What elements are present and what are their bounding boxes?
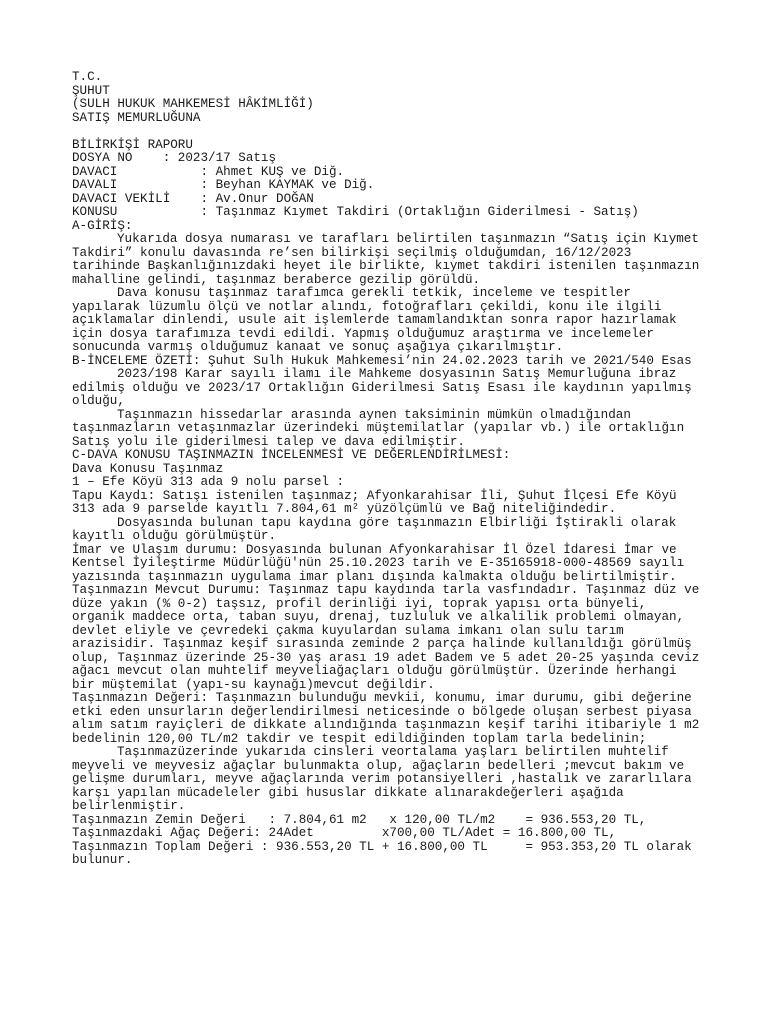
text-line: ağacı mevcut olan muhtelif meyveliağaçları olduğu görülmüştür. Üzerinde herhangi — [72, 664, 677, 678]
text-line: yapılarak lüzumlu ölçü ve notlar alındı, fotoğrafları çekildi, konu ile ilgili — [72, 299, 662, 314]
text-line: Satış yolu ile giderilmesi talep ve dava edilmiştir. — [72, 434, 465, 449]
text-line: 313 ada 9 parselde kayıtlı 7.804,61 m² yüzölçümlü ve Bağ niteliğindedir. — [72, 502, 617, 516]
land-value-line: Taşınmazın Zemin Değeri : 7.804,61 m2 x 120,00 TL/m2 = 936.553,20 TL, — [72, 812, 647, 827]
parcel-heading: 1 – Efe Köyü 313 ada 9 nolu parsel : — [72, 475, 345, 489]
subject: KONUSU : Taşınmaz Kıymet Takdiri (Ortaklığın Giderilmesi - Satış) — [72, 205, 639, 219]
text-line: gelişme durumları, meyve ağaçlarında verim potansiyelleri ,hastalık ve zararlılara — [72, 772, 692, 786]
defendant: DAVALI : Beyhan KAYMAK ve Diğ. — [72, 178, 375, 192]
file-number: DOSYA NO : 2023/17 Satış — [72, 151, 277, 165]
text-line: sonucunda varmış olduğumuz kanaat ve sonuç aşağıya çıkarılmıştır. — [72, 340, 564, 354]
text-line: tarihinde Başkanlığınızdaki heyet ile birlikte, kıymet takdiri istenilen taşınmazın — [72, 259, 700, 273]
header-line-office: SATIŞ MEMURLUĞUNA — [72, 110, 201, 125]
subsection-heading: Dava Konusu Taşınmaz — [72, 461, 224, 476]
report-title: BİLİRKİŞİ RAPORU — [72, 137, 193, 152]
text-line: bir müştemilat (yapı-su kaynağı)mevcut değildir. — [72, 677, 435, 692]
text-line: Tapu Kaydı: Satışı istenilen taşınmaz; Afyonkarahisar İli, Şuhut İlçesi Efe Köyü — [72, 488, 677, 503]
text-line: organik maddece orta, taban suyu, drenaj, tuzluluk ve alkalilik problemi olmayan, — [72, 610, 685, 624]
text-line: etki eden unsurların değerlendirilmesi neticesinde o bölgede oluşan serbest piyasa — [72, 704, 692, 719]
plaintiff: DAVACI : Ahmet KUŞ ve Diğ. — [72, 164, 345, 179]
text-line: 2023/198 Karar sayılı ilamı ile Mahkeme dosyasının Satış Memurluğuna ibraz — [117, 367, 677, 381]
text-line: olup, Taşınmaz üzerinde 25-30 yaş arası 19 adet Badem ve 5 adet 20-25 yaşında ceviz — [72, 650, 700, 665]
text-line: Taşınmazın hissedarlar arasında aynen taksiminin mümkün olmadığından — [117, 407, 631, 422]
text-line: Taşınmazın Mevcut Durumu: Taşınmaz tapu kaydında tarla vasfındadır. Taşınmaz düz ve — [72, 583, 700, 597]
text-line: edilmiş olduğu ve 2023/17 Ortaklığın Giderilmesi Satış Esası ile kaydının yapılmış — [72, 380, 692, 395]
section-a-heading: A-GİRİŞ: — [72, 218, 133, 233]
text-line: bulunur. — [72, 853, 133, 867]
text-line: devlet eliyle ve çevredeki çakma kuyulardan sulama imkanı olan sulu tarım — [72, 623, 624, 638]
text-line: taşınmazların vetaşınmazlar üzerindeki müştemilatlar (yapılar vb.) ile ortaklığın — [72, 421, 685, 435]
text-line: Dava konusu taşınmaz tarafımca gerekli tetkik, inceleme ve tespitler — [117, 286, 631, 300]
text-line: Taşınmazüzerinde yukarıda cinsleri veortalama yaşları belirtilen muhtelif — [117, 745, 669, 759]
spacer — [72, 125, 748, 139]
text-line: Taşınmazın Değeri: Taşınmazın bulunduğu mevkii, konumu, imar durumu, gibi değerine — [72, 691, 692, 705]
text-line: alım satım rayiçleri de dikkate alındığında taşınmazın keşif tarihi itibariyle 1 m2 — [72, 718, 700, 732]
text-line: Dosyasında bulunan tapu kaydına göre taşınmazın Elbirliği İştirakli olarak — [117, 515, 677, 530]
text-line: Yukarıda dosya numarası ve tarafları belirtilen taşınmazın “Satış için Kıymet — [117, 232, 699, 246]
header-line-court: (SULH HUKUK MAHKEMESİ HÂKİMLİĞİ) — [72, 97, 314, 111]
report-page — [72, 71, 748, 868]
text-line: için dosya tarafımıza tevdi edildi. Yapmış olduğumuz araştırma ve incelemeler — [72, 326, 654, 341]
text-line: karşı yapılan mücadeleler gibi hususlar dikkate alınarakdeğerleri aşağıda — [72, 785, 624, 800]
text-line: mahalline gelindi, taşınmaz beraberce gezilip görüldü. — [72, 272, 481, 287]
text-line: arazisidir. Taşınmaz keşif sırasında zeminde 2 parça halinde kullanıldığı görülmüş — [72, 637, 692, 651]
text-line: bedelinin 120,00 TL/m2 takdir ve tespit edildiğinden toplam tarla bedelinin; — [72, 731, 647, 746]
text-line: kayıtlı olduğu görülmüştür. — [72, 529, 277, 543]
section-b-heading: B-İNCELEME ÖZETİ: Şuhut Sulh Hukuk Mahkemesi’nin 24.02.2023 tarih ve 2021/540 Esas — [72, 353, 692, 368]
text-line: yazısında taşınmazın uygulama imar planı dışında kalmakta olduğu belirtilmiştir. — [72, 569, 677, 584]
header-line-city: ŞUHUT — [72, 83, 110, 98]
plaintiff-attorney: DAVACI VEKİLİ : Av.Onur DOĞAN — [72, 191, 314, 206]
text-line: olduğu, — [72, 394, 125, 408]
total-value-line: Taşınmazın Toplam Değeri : 936.553,20 TL + 16.800,00 TL = 953.353,20 TL olarak — [72, 839, 692, 854]
text-line: düze yakın (% 0-2) taşsız, profil derinliği iyi, toprak yapısı orta bünyeli, — [72, 596, 647, 611]
text-line: belirlenmiştir. — [72, 799, 186, 813]
tree-value-line: Taşınmazdaki Ağaç Değeri: 24Adet x700,00 TL/Adet = 16.800,00 TL, — [72, 826, 617, 840]
text-line: açıklamalar dinlendi, usule ait işlemlerde tamamlandıktan sonra rapor hazırlamak — [72, 313, 677, 327]
section-c-heading: C-DAVA KONUSU TAŞINMAZIN İNCELENMESİ VE DEĞERLENDİRİLMESİ: — [72, 448, 511, 462]
text-line: Kentsel İyileştirme Müdürlüğü'nün 25.10.2023 tarih ve E-35165918-000-48569 sayılı — [72, 556, 685, 570]
text-line: Takdiri” konulu davasında re’sen bilirkişi seçilmiş olduğumdan, 16/12/2023 — [72, 245, 632, 260]
text-line: İmar ve Ulaşım durumu: Dosyasında bulunan Afyonkarahisar İl Özel İdaresi İmar ve — [72, 542, 677, 557]
text-line: meyveli ve meyvesiz ağaçlar bulunmakta olup, ağaçların bedelleri ;mevcut bakım ve — [72, 758, 685, 773]
header-line-tc: T.C. — [72, 70, 103, 84]
